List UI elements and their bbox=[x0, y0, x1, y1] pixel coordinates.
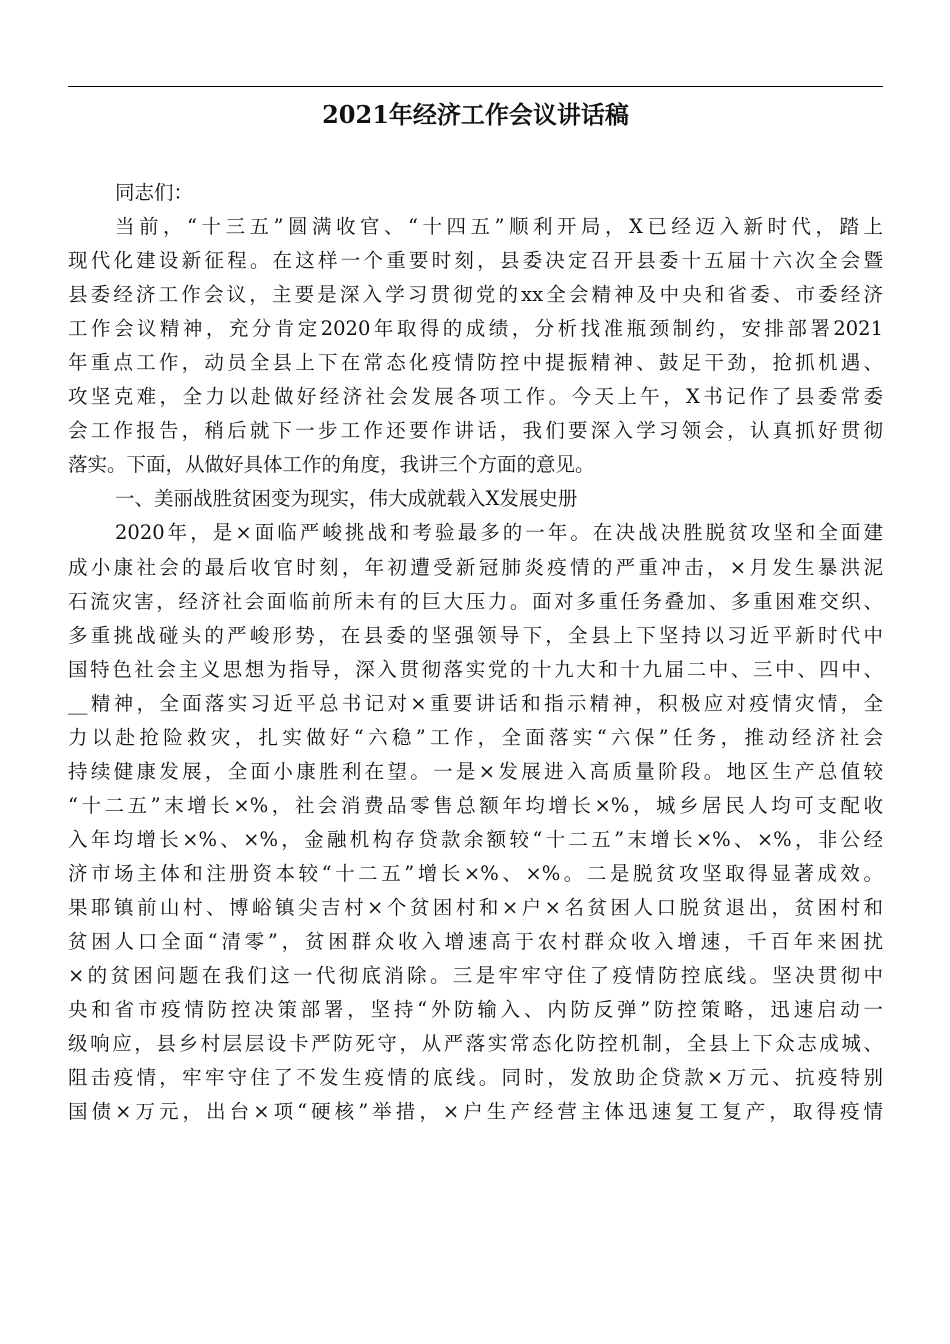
text-line: 县委经济工作会议，主要是深入学习贯彻党的xx全会精神及中央和省委、市委经济 bbox=[68, 283, 883, 307]
text-line: 攻坚克难，全力以赴做好经济社会发展各项工作。今天上午，X书记作了县委常委 bbox=[68, 385, 883, 409]
text-line: 济市场主体和注册资本较“十二五”增长×%、×%。二是脱贫攻坚取得显著成效。 bbox=[68, 861, 883, 885]
text-line: 国债×万元，出台×项“硬核”举措，×户生产经营主体迅速复工复产，取得疫情 bbox=[68, 1100, 883, 1124]
text-line: 国特色社会主义思想为指导，深入贯彻落实党的十九大和十九届二中、三中、四中、 bbox=[68, 657, 883, 681]
text-line: 力以赴抢险救灾，扎实做好“六稳”工作，全面落实“六保”任务，推动经济社会 bbox=[68, 725, 883, 749]
text-line: ×的贫困问题在我们这一代彻底消除。三是牢牢守住了疫情防控底线。坚决贯彻中 bbox=[68, 964, 883, 988]
text-line: 入年均增长×%、×%，金融机构存贷款余额较“十二五”末增长×%、×%，非公经 bbox=[68, 827, 883, 851]
text-line: 成小康社会的最后收官时刻，年初遭受新冠肺炎疫情的严重冲击，×月发生暴洪泥 bbox=[68, 555, 883, 579]
document-body bbox=[68, 176, 883, 1129]
text-line: 落实。下面，从做好具体工作的角度，我讲三个方面的意见。 bbox=[68, 453, 595, 477]
text-line: 2020年，是×面临严峻挑战和考验最多的一年。在决战决胜脱贫攻坚和全面建 bbox=[115, 521, 883, 545]
text-line: __精神，全面落实习近平总书记对×重要讲话和指示精神，积极应对疫情灾情，全 bbox=[68, 691, 883, 715]
text-line: 现代化建设新征程。在这样一个重要时刻，县委决定召开县委十五届十六次全会暨 bbox=[68, 249, 883, 273]
text-line: 贫困人口全面“清零”，贫困群众收入增速高于农村群众收入增速，千百年来困扰 bbox=[68, 930, 883, 954]
text-line: 会工作报告，稍后就下一步工作还要作讲话，我们要深入学习领会，认真抓好贯彻 bbox=[68, 419, 883, 443]
text-line: 石流灾害，经济社会面临前所未有的巨大压力。面对多重任务叠加、多重困难交织、 bbox=[68, 589, 883, 613]
text-line: “十二五”末增长×%，社会消费品零售总额年均增长×%，城乡居民人均可支配收 bbox=[68, 793, 883, 817]
salutation-line: 同志们： bbox=[115, 181, 194, 204]
text-line: 阻击疫情，牢牢守住了不发生疫情的底线。同时，发放助企贷款×万元、抗疫特别 bbox=[68, 1066, 883, 1090]
text-line: 年重点工作，动员全县上下在常态化疫情防控中提振精神、鼓足干劲，抢抓机遇、 bbox=[68, 351, 883, 375]
text-line: 央和省市疫情防控决策部署，坚持“外防输入、内防反弹”防控策略，迅速启动一 bbox=[68, 998, 883, 1022]
text-line: 多重挑战碰头的严峻形势，在县委的坚强领导下，全县上下坚持以习近平新时代中 bbox=[68, 623, 883, 647]
header-rule bbox=[68, 86, 883, 87]
text-line: 持续健康发展，全面小康胜利在望。一是×发展进入高质量阶段。地区生产总值较 bbox=[68, 759, 883, 783]
document-title: 2021年经济工作会议讲话稿 bbox=[322, 100, 629, 129]
text-line: 果耶镇前山村、博峪镇尖吉村×个贫困村和×户×名贫困人口脱贫退出，贫困村和 bbox=[68, 895, 883, 919]
text-line: 当前，“十三五”圆满收官、“十四五”顺利开局，X已经迈入新时代，踏上 bbox=[115, 215, 883, 239]
section-heading: 一、美丽战胜贫困变为现实，伟大成就载入X发展史册 bbox=[115, 487, 578, 511]
text-line: 工作会议精神，充分肯定2020年取得的成绩，分析找准瓶颈制约，安排部署2021 bbox=[68, 317, 883, 341]
text-line: 级响应，县乡村层层设卡严防死守，从严落实常态化防控机制，全县上下众志成城、 bbox=[68, 1032, 883, 1056]
